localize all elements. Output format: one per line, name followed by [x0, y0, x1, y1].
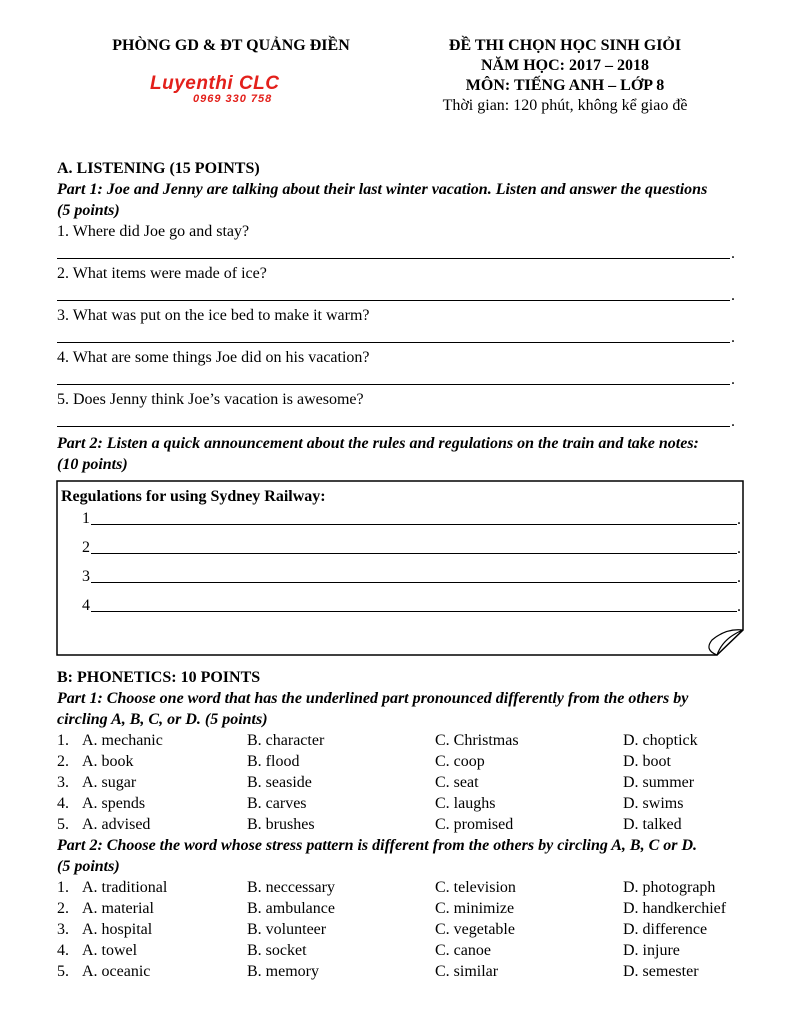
option-b[interactable]: B. memory: [247, 963, 319, 980]
option-b[interactable]: B. brushes: [247, 816, 315, 833]
row-number: 5.: [57, 816, 69, 833]
question-3: 3. What was put on the ice bed to make it warm?: [57, 307, 370, 324]
option-d[interactable]: D. photograph: [623, 879, 716, 896]
line-end-dot: .: [737, 598, 741, 615]
answer-line-5[interactable]: [57, 426, 730, 427]
phonetics-part2-points: (5 points): [57, 858, 120, 875]
question-4: 4. What are some things Joe did on his vacation?: [57, 349, 370, 366]
phonetics-part1-points: circling A, B, C, or D. (5 points): [57, 711, 268, 728]
option-a[interactable]: A. book: [82, 753, 134, 770]
option-b[interactable]: B. socket: [247, 942, 307, 959]
line-end-dot: .: [737, 511, 741, 528]
option-d[interactable]: D. summer: [623, 774, 695, 791]
option-d[interactable]: D. difference: [623, 921, 708, 938]
line-end-dot: .: [731, 371, 735, 388]
option-c[interactable]: C. seat: [435, 774, 479, 791]
option-a[interactable]: A. advised: [82, 816, 151, 833]
exam-title: ĐỀ THI CHỌN HỌC SINH GIỎI: [448, 37, 682, 54]
regulation-number-1: 1: [82, 510, 90, 527]
box-title: Regulations for using Sydney Railway:: [61, 488, 326, 505]
option-d[interactable]: D. choptick: [623, 732, 698, 749]
subject: MÔN: TIẾNG ANH – LỚP 8: [465, 77, 665, 94]
option-c[interactable]: C. similar: [435, 963, 499, 980]
row-number: 3.: [57, 774, 69, 791]
department-name: PHÒNG GD & ĐT QUẢNG ĐIỀN: [112, 37, 350, 54]
row-number: 4.: [57, 942, 69, 959]
option-d[interactable]: D. talked: [623, 816, 682, 833]
option-c[interactable]: C. minimize: [435, 900, 515, 917]
option-b[interactable]: B. seaside: [247, 774, 312, 791]
answer-line-3[interactable]: [57, 342, 730, 343]
option-b[interactable]: B. character: [247, 732, 325, 749]
row-number: 5.: [57, 963, 69, 980]
regulation-number-2: 2: [82, 539, 90, 556]
option-d[interactable]: D. boot: [623, 753, 671, 770]
regulation-number-3: 3: [82, 568, 90, 585]
option-d[interactable]: D. injure: [623, 942, 680, 959]
regulation-line-4[interactable]: [91, 611, 737, 612]
option-d[interactable]: D. handkerchief: [623, 900, 727, 917]
section-a-heading: A. LISTENING (15 POINTS): [57, 160, 260, 177]
logo-phone: 0969 330 758: [193, 93, 273, 105]
option-b[interactable]: B. ambulance: [247, 900, 335, 917]
option-a[interactable]: A. towel: [82, 942, 138, 959]
option-a[interactable]: A. material: [82, 900, 154, 917]
row-number: 4.: [57, 795, 69, 812]
part2-points: (10 points): [57, 456, 128, 473]
row-number: 2.: [57, 753, 69, 770]
option-c[interactable]: C. canoe: [435, 942, 491, 959]
row-number: 2.: [57, 900, 69, 917]
logo-text: Luyenthi CLC: [150, 73, 280, 94]
option-c[interactable]: C. laughs: [435, 795, 496, 812]
answer-line-1[interactable]: [57, 258, 730, 259]
phonetics-part1-instructions: Part 1: Choose one word that has the underlined part pronounced differently from the others by: [57, 690, 689, 707]
row-number: 1.: [57, 732, 69, 749]
regulation-line-1[interactable]: [91, 524, 737, 525]
question-5: 5. Does Jenny think Joe’s vacation is awesome?: [57, 391, 364, 408]
time-limit: Thời gian: 120 phút, không kể giao đề: [442, 97, 688, 114]
option-b[interactable]: B. neccessary: [247, 879, 335, 896]
question-2: 2. What items were made of ice?: [57, 265, 267, 282]
line-end-dot: .: [731, 287, 735, 304]
answer-line-4[interactable]: [57, 384, 730, 385]
option-a[interactable]: A. traditional: [82, 879, 168, 896]
line-end-dot: .: [737, 569, 741, 586]
question-1: 1. Where did Joe go and stay?: [57, 223, 250, 240]
regulation-line-3[interactable]: [91, 582, 737, 583]
option-a[interactable]: A. spends: [82, 795, 146, 812]
phonetics-part2-instructions: Part 2: Choose the word whose stress pattern is different from the others by circling A, B, C or D.: [57, 837, 698, 854]
option-c[interactable]: C. television: [435, 879, 516, 896]
folded-corner-icon: [709, 630, 743, 655]
part1-points: (5 points): [57, 202, 120, 219]
option-b[interactable]: B. volunteer: [247, 921, 327, 938]
line-end-dot: .: [731, 329, 735, 346]
option-a[interactable]: A. oceanic: [82, 963, 151, 980]
option-a[interactable]: A. mechanic: [82, 732, 163, 749]
school-year: NĂM HỌC: 2017 – 2018: [481, 57, 649, 74]
part2-instructions: Part 2: Listen a quick announcement about the rules and regulations on the train and take notes:: [57, 435, 699, 452]
option-d[interactable]: D. swims: [623, 795, 684, 812]
option-d[interactable]: D. semester: [623, 963, 699, 980]
option-b[interactable]: B. carves: [247, 795, 307, 812]
part1-instructions: Part 1: Joe and Jenny are talking about their last winter vacation. Listen and answer the questions: [57, 181, 708, 198]
option-c[interactable]: C. coop: [435, 753, 485, 770]
line-end-dot: .: [731, 245, 735, 262]
line-end-dot: .: [731, 413, 735, 430]
row-number: 1.: [57, 879, 69, 896]
regulation-line-2[interactable]: [91, 553, 737, 554]
option-c[interactable]: C. promised: [435, 816, 514, 833]
option-a[interactable]: A. hospital: [82, 921, 153, 938]
row-number: 3.: [57, 921, 69, 938]
answer-line-2[interactable]: [57, 300, 730, 301]
line-end-dot: .: [737, 540, 741, 557]
option-c[interactable]: C. Christmas: [435, 732, 519, 749]
section-b-heading: B: PHONETICS: 10 POINTS: [57, 669, 261, 686]
option-c[interactable]: C. vegetable: [435, 921, 515, 938]
option-b[interactable]: B. flood: [247, 753, 300, 770]
regulation-number-4: 4: [82, 597, 90, 614]
option-a[interactable]: A. sugar: [82, 774, 137, 791]
